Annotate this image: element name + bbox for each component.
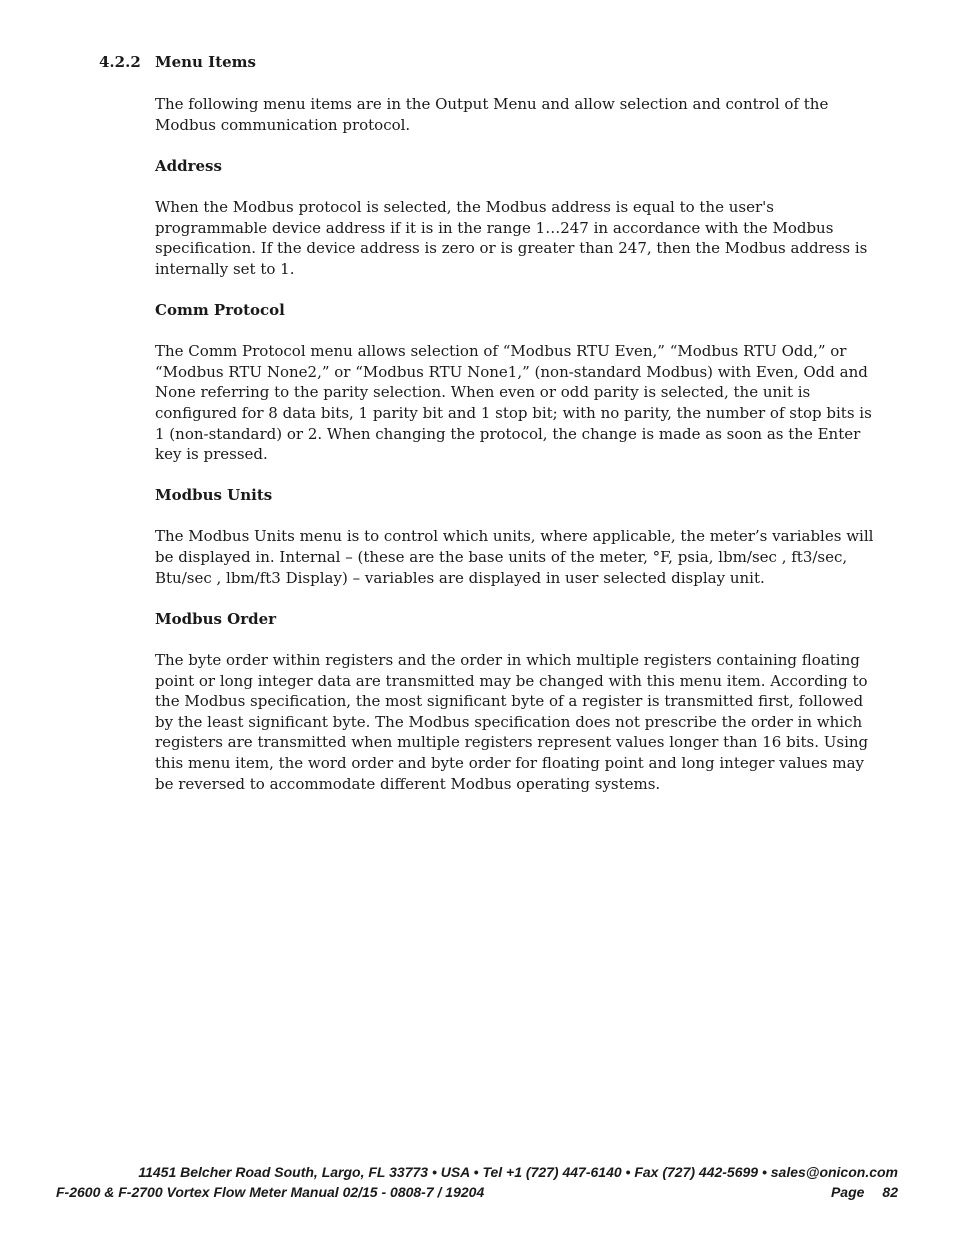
section-title: Menu Items — [155, 53, 256, 71]
modbus-order-heading: Modbus Order — [155, 609, 277, 628]
page-label: Page — [830, 1184, 865, 1200]
document-body — [155, 94, 877, 815]
intro-paragraph: The following menu items are in the Output Menu and allow selection and control of the Modbus communication protocol. — [155, 95, 829, 134]
section-heading — [99, 52, 256, 72]
modbus-units-heading: Modbus Units — [155, 486, 273, 505]
address-heading: Address — [155, 156, 222, 175]
footer-manual-line — [56, 1182, 898, 1202]
comm-protocol-heading: Comm Protocol — [155, 300, 285, 319]
modbus-order-paragraph: The byte order within registers and the order in which multiple registers containing floating point or long integer data are transmitted may be changed with this menu item. According to the Modbus specification, the most significant byte of a register is transmitted first, followed by the least significant byte. The Modbus specification does not prescribe the order in which registers are transmitted when multiple registers represent values longer than 16 bits. Using this menu item, the word order and byte order for floating point and long integer values may be reversed to accommodate different Modbus operating systems. — [155, 651, 869, 793]
address-paragraph: When the Modbus protocol is selected, the Modbus address is equal to the user's programmable device address if it is in the range 1…247 in accordance with the Modbus specification. If the device address is zero or is greater than 247, then the Modbus address is internally set to 1. — [155, 197, 868, 278]
footer-contact: 11451 Belcher Road South, Largo, FL 33773 • USA • Tel +1 (727) 447-6140 • Fax (727) 442-5699 • sales@onicon.com — [138, 1164, 898, 1180]
modbus-units-paragraph: The Modbus Units menu is to control which units, where applicable, the meter’s variables will be displayed in. Internal – (these are the base units of the meter, °F, psia, lbm/sec , ft3/sec, Btu/sec , lbm/ft3 Display) – variables are displayed in user selected display unit. — [155, 527, 874, 587]
page-number — [831, 1182, 898, 1202]
section-number: 4.2.2 — [99, 53, 141, 71]
comm-protocol-paragraph: The Comm Protocol menu allows selection of “Modbus RTU Even,” “Modbus RTU Odd,” or “Modbus RTU None2,” or “Modbus RTU None1,” (non-standard Modbus) with Even, Odd and None referring to the parity selection. When even or odd parity is selected, the unit is configured for 8 data bits, 1 parity bit and 1 stop bit; with no parity, the number of stop bits is 1 (non-standard) or 2. When changing the protocol, the change is made as soon as the Enter key is pressed. — [155, 342, 872, 464]
footer-manual-title: F-2600 & F-2700 Vortex Flow Meter Manual 02/15 - 0808-7 / 19204 — [56, 1184, 485, 1200]
page-footer — [56, 1162, 898, 1202]
page-number-value: 82 — [882, 1184, 898, 1200]
